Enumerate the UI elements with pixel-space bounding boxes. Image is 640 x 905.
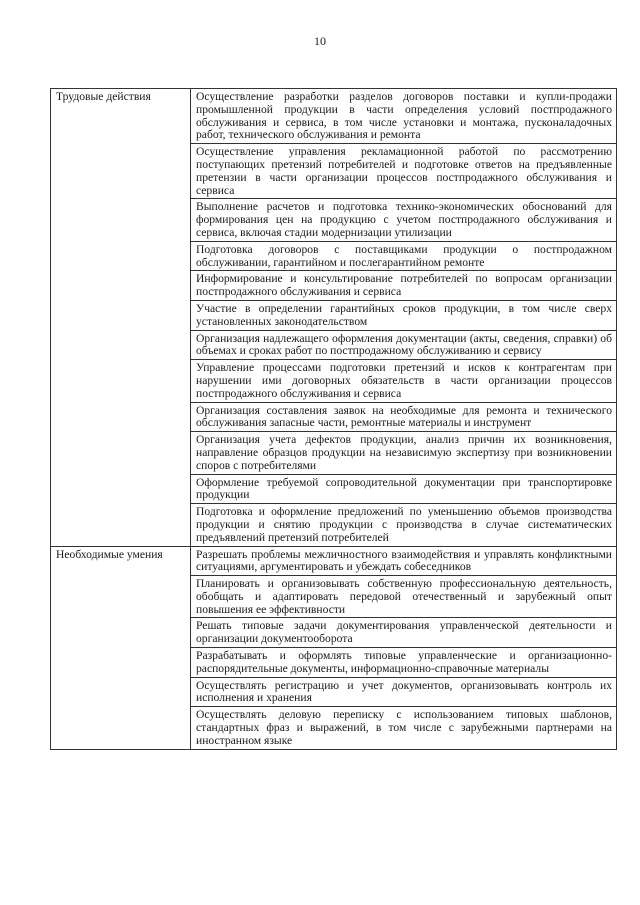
list-item: Оформление требуемой сопроводительной документации при транспортировке продукции [191, 474, 617, 504]
list-item: Осуществление управления рекламационной работой по рассмотрению поступающих претензий потребителей и подготовке ответов на предъявленные претензии в части организации процессов постпродажного обслуживания и сервиса [191, 144, 617, 199]
list-item: Подготовка и оформление предложений по уменьшению объемов производства продукции и снятию продукции с производства в случае систематических предъявлений претензий потребителей [191, 504, 617, 546]
list-item: Разрешать проблемы межличностного взаимодействия и управлять конфликтными ситуациями, аргументировать и убеждать собеседников [191, 546, 617, 576]
section-heading: Необходимые умения [51, 546, 191, 749]
list-item: Планировать и организовывать собственную профессиональную деятельность, обобщать и адаптировать передовой отечественный и зарубежный опыт повышения ее эффективности [191, 576, 617, 618]
list-item: Информирование и консультирование потребителей по вопросам организации постпродажного обслуживания и сервиса [191, 271, 617, 301]
list-item: Решать типовые задачи документирования управленческой деятельности и организации документооборота [191, 618, 617, 648]
table-row [51, 546, 617, 576]
section-heading: Трудовые действия [51, 89, 191, 547]
list-item: Организация надлежащего оформления документации (акты, сведения, справки) об объемах и сроках работ по постпродажному обслуживанию и сервису [191, 330, 617, 360]
list-item: Выполнение расчетов и подготовка технико-экономических обоснований для формирования цен на продукцию с учетом постпродажного обслуживания и сервиса, включая стадии модернизации утилизации [191, 199, 617, 241]
list-item: Подготовка договоров с поставщиками продукции о постпродажном обслуживании, гарантийном и послегарантийном ремонте [191, 241, 617, 271]
list-item: Организация учета дефектов продукции, анализ причин их возникновения, направление образцов продукции на независимую экспертизу при возникновении споров с потребителями [191, 432, 617, 474]
qualification-table [50, 88, 617, 750]
list-item: Осуществлять регистрацию и учет документов, организовывать контроль их исполнения и хранения [191, 677, 617, 707]
page-number: 10 [314, 34, 326, 48]
list-item: Участие в определении гарантийных сроков продукции, в том числе сверх установленных законодательством [191, 300, 617, 330]
list-item: Разрабатывать и оформлять типовые управленческие и организационно-распорядительные документы, информационно-справочные материалы [191, 648, 617, 678]
list-item: Организация составления заявок на необходимые для ремонта и технического обслуживания запасные части, ремонтные материалы и инструмент [191, 402, 617, 432]
list-item: Осуществлять деловую переписку с использованием типовых шаблонов, стандартных фраз и выражений, в том числе с зарубежными партнерами на иностранном языке [191, 707, 617, 749]
list-item: Управление процессами подготовки претензий и исков к контрагентам при нарушении ими договорных обязательств в части организации процессов постпродажного обслуживания и сервиса [191, 360, 617, 402]
table-row [51, 89, 617, 144]
list-item: Осуществление разработки разделов договоров поставки и купли-продажи промышленной продукции в части определения условий постпродажного обслуживания и сервиса, в том числе установки и монтажа, пусконаладочных работ, технического обслуживания и ремонта [191, 89, 617, 144]
